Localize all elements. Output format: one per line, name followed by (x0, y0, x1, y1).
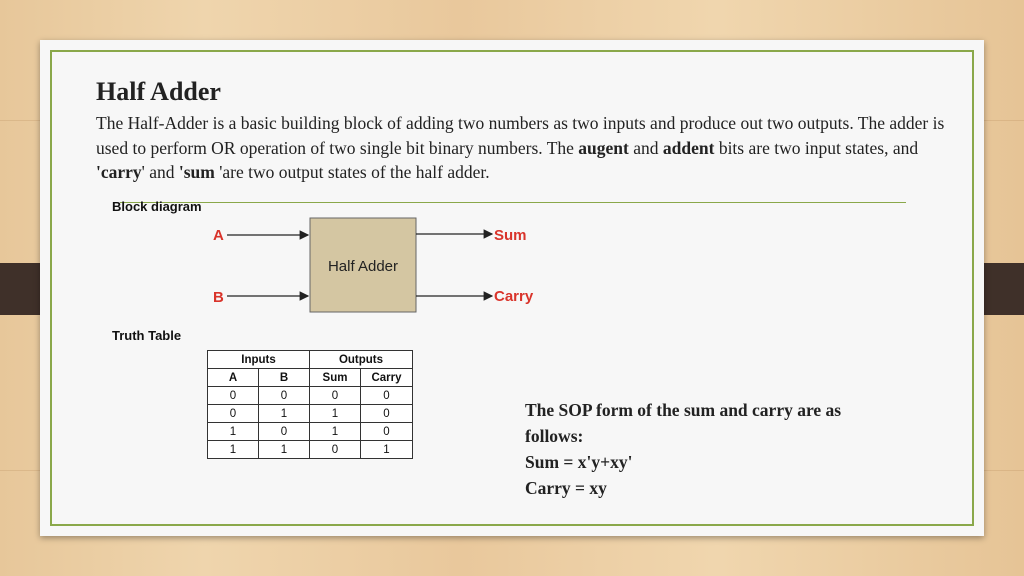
table-row (208, 441, 413, 459)
sum-output-label: Sum (494, 227, 527, 244)
outputs-header: Outputs (310, 351, 413, 369)
table-cell: 0 (208, 405, 259, 423)
sop-text-block (525, 397, 945, 501)
para-text: 'are two output states of the half adder. (214, 162, 490, 182)
table-cell: 1 (208, 423, 259, 441)
para-text: ' and (141, 162, 179, 182)
truth-table (207, 350, 413, 459)
table-cell: 0 (259, 387, 310, 405)
block-diagram (210, 216, 570, 351)
sum-term: 'sum (178, 162, 215, 182)
table-cell: 0 (208, 387, 259, 405)
sum-equation: Sum = x'y+xy' (525, 452, 633, 472)
table-row (208, 405, 413, 423)
para-text: bits are two input states, and (714, 137, 919, 158)
truth-table-label: Truth Table (112, 328, 182, 343)
table-cell: 0 (361, 405, 413, 423)
table-cell: 0 (259, 423, 310, 441)
table-cell: 0 (310, 387, 361, 405)
table-row (208, 387, 413, 405)
slide (40, 40, 984, 536)
table-cell: 1 (208, 441, 259, 459)
inputs-header: Inputs (208, 351, 310, 369)
augent-term: augent (578, 137, 629, 158)
carry-output-label: Carry (494, 288, 534, 305)
para-text: and (628, 137, 663, 158)
input-b-label: B (213, 289, 224, 306)
half-adder-box-label: Half Adder (327, 258, 399, 275)
block-diagram-label: Block diagram (112, 199, 202, 214)
column-header: Carry (361, 369, 413, 387)
table-cell: 0 (310, 441, 361, 459)
sop-line: The SOP form of the sum and carry are as (525, 400, 842, 420)
carry-term: 'carry (96, 162, 142, 182)
truth-table-column-header (208, 369, 413, 387)
table-cell: 1 (361, 441, 413, 459)
table-row (208, 423, 413, 441)
table-cell: 1 (310, 423, 361, 441)
addent-term: addent (662, 137, 715, 158)
truth-table-group-header (208, 351, 413, 369)
column-header: Sum (310, 369, 361, 387)
description-paragraph (96, 111, 946, 185)
divider-line (120, 202, 906, 203)
slide-title: Half Adder (96, 77, 221, 106)
para-text: The Half-Adder is a basic building block of adding two numbers as two inputs and produce out two outputs. The adder is used to perform OR operation of two single bit binary numbers. The (96, 113, 945, 158)
table-cell: 0 (361, 387, 413, 405)
column-header: B (259, 369, 310, 387)
carry-equation: Carry = xy (525, 478, 607, 498)
input-a-label: A (213, 227, 224, 244)
table-cell: 0 (361, 423, 413, 441)
table-cell: 1 (259, 441, 310, 459)
sop-line: follows: (525, 426, 584, 446)
column-header: A (208, 369, 259, 387)
table-cell: 1 (310, 405, 361, 423)
table-cell: 1 (259, 405, 310, 423)
